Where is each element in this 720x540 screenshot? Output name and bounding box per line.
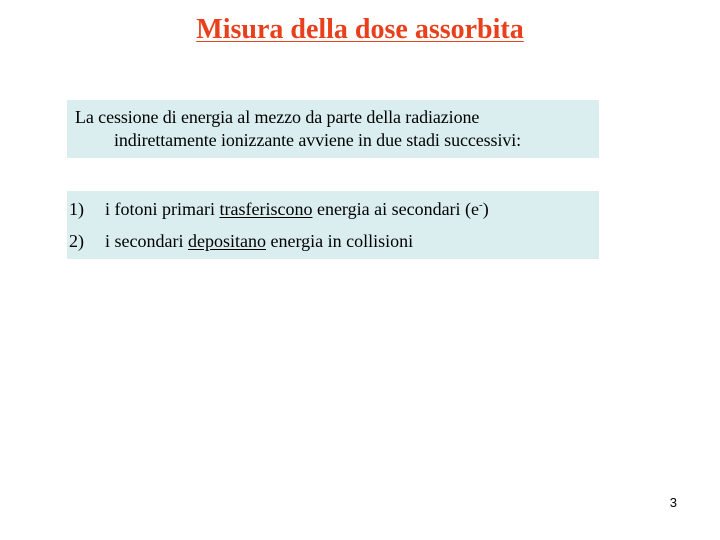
slide-title: Misura della dose assorbita bbox=[196, 14, 524, 45]
steps-box bbox=[67, 191, 599, 259]
intro-box bbox=[67, 100, 599, 158]
step-text-after: energia in collisioni bbox=[265, 231, 414, 251]
step-text-before: i fotoni primari bbox=[105, 199, 220, 219]
step-item bbox=[69, 228, 599, 260]
step-text bbox=[105, 228, 413, 254]
intro-line-2: indirettamente ionizzante avviene in due stadi successivi: bbox=[114, 130, 522, 150]
step-number: 2) bbox=[69, 231, 84, 251]
step-text-before: i secondari bbox=[105, 231, 188, 251]
page-number: 3 bbox=[669, 495, 677, 510]
step-number: 1) bbox=[69, 199, 84, 219]
step-text-underlined: trasferiscono bbox=[219, 199, 313, 219]
step-superscript: - bbox=[479, 199, 483, 211]
step-text-after: energia ai secondari (e bbox=[312, 199, 480, 219]
step-item bbox=[69, 196, 599, 228]
step-text-underlined: depositano bbox=[187, 231, 266, 251]
step-text bbox=[105, 196, 489, 222]
intro-line-1: La cessione di energia al mezzo da parte della radiazione bbox=[75, 107, 480, 127]
step-text-closing: ) bbox=[482, 199, 489, 219]
